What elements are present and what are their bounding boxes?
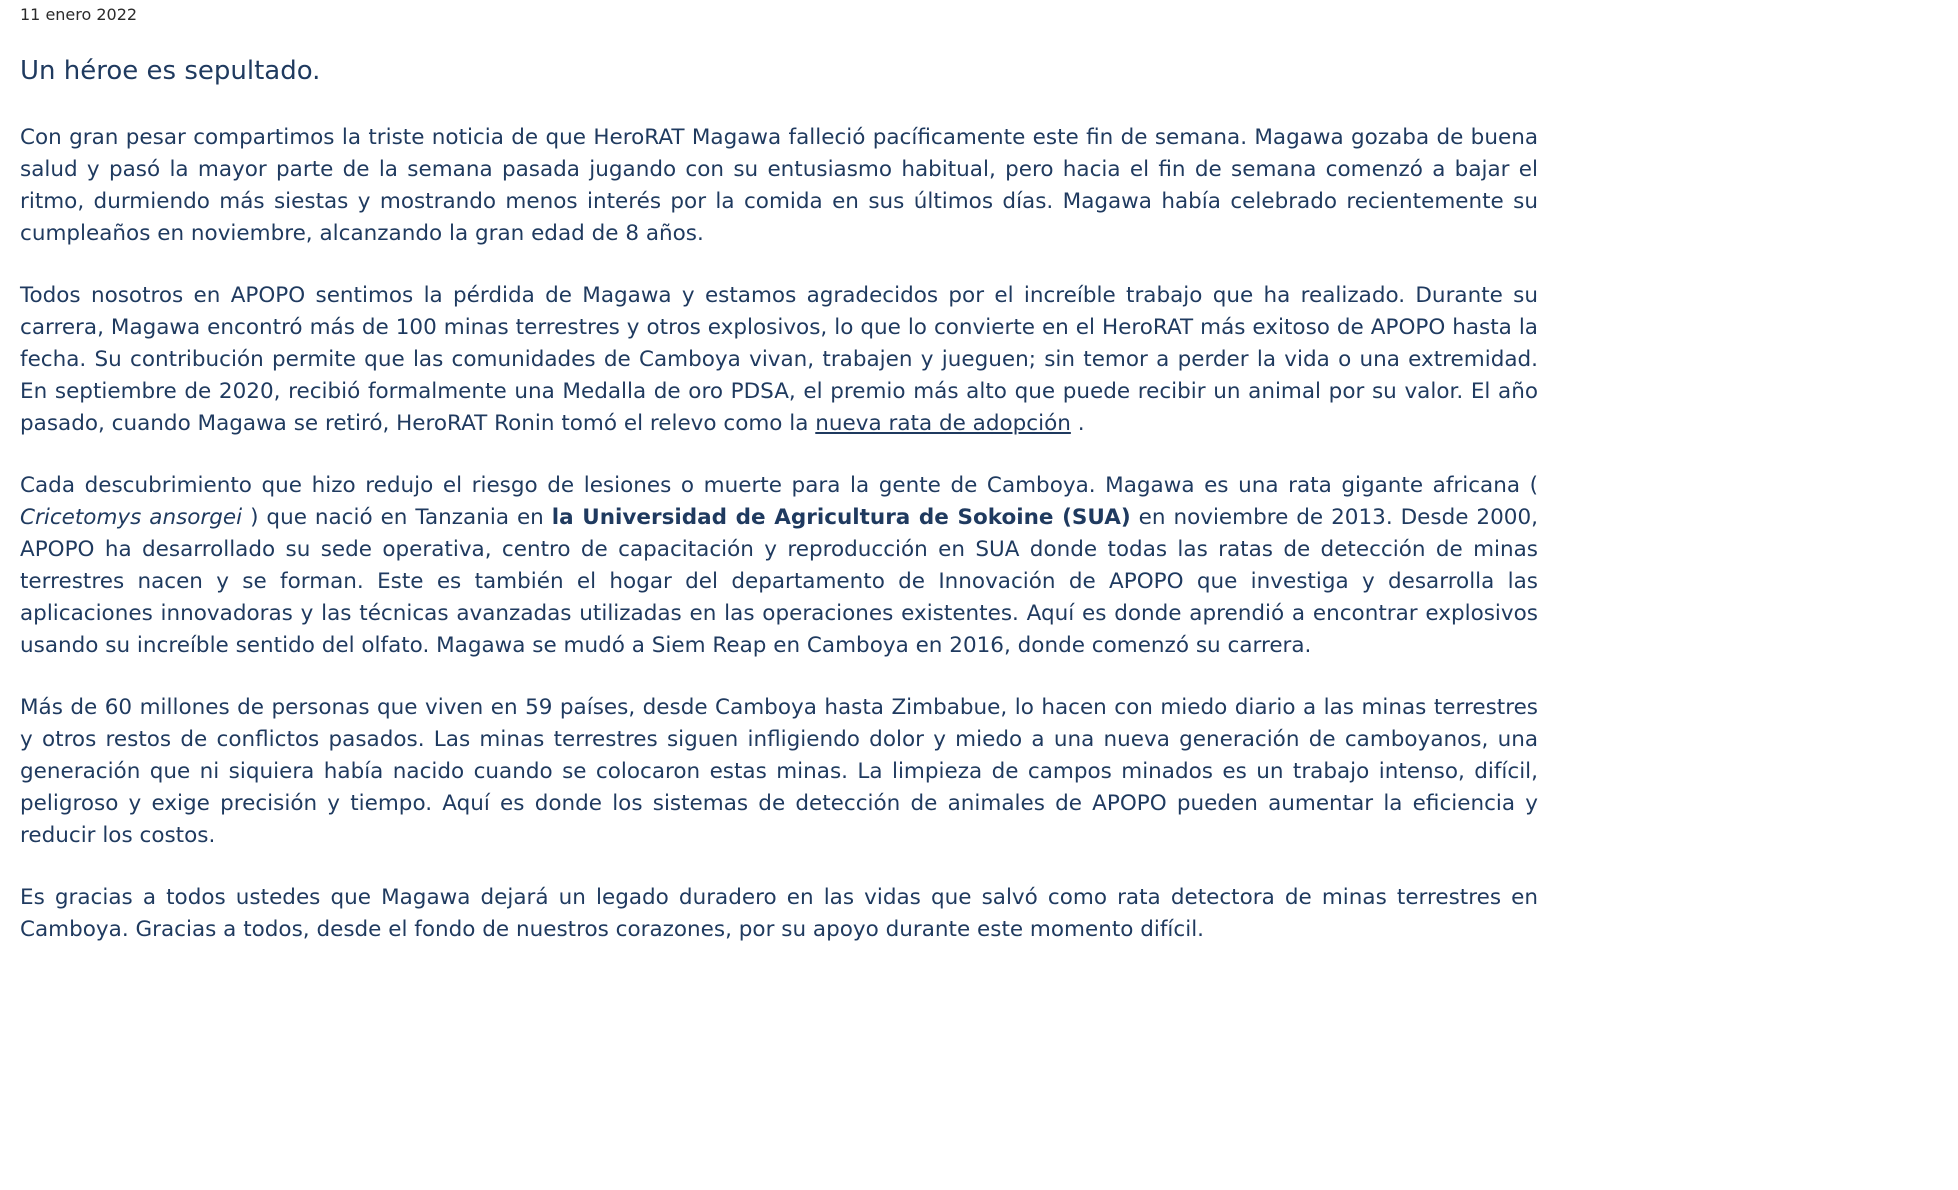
paragraph-2 [20, 280, 1538, 440]
article-date: 11 enero 2022 [20, 5, 138, 24]
paragraph-2-end: . [1070, 411, 1085, 436]
paragraph-3 [20, 470, 1538, 662]
article [20, 0, 1538, 946]
adoption-rat-link[interactable]: nueva rata de adopción [815, 411, 1071, 436]
paragraph-3-text-c: en noviembre de 2013. Desde 2000, APOPO ha desarrollado su sede operativa, centro de capacitación y reproducción en SUA donde todas las ratas de detección de minas terrestres nacen y se forman. Este es también el hogar del departamento de Innovación de APOPO que investiga y desarrolla las aplicaciones innovadoras y las técnicas avanzadas utilizadas en las operaciones existentes. Aquí es donde aprendió a encontrar explosivos usando su increíble sentido del olfato. Magawa se mudó a Siem Reap en Camboya en 2016, donde comenzó su carrera. [20, 505, 1538, 658]
species-name: Cricetomys ansorgei [20, 505, 243, 530]
paragraph-1: Con gran pesar compartimos la triste noticia de que HeroRAT Magawa falleció pacíficamente este fin de semana. Magawa gozaba de buena salud y pasó la mayor parte de la semana pasada jugando con su entusiasmo habitual, pero hacia el fin de semana comenzó a bajar el ritmo, durmiendo más siestas y mostrando menos interés por la comida en sus últimos días. Magawa había celebrado recientemente su cumpleaños en noviembre, alcanzando la gran edad de 8 años. [20, 125, 1538, 246]
paragraph-3-text-b: ) que nació en Tanzania en [242, 505, 552, 530]
article-title: Un héroe es sepultado. [20, 56, 321, 86]
paragraph-3-text-a: Cada descubrimiento que hizo redujo el riesgo de lesiones o muerte para la gente de Camboya. Magawa es una rata gigante africana ( [20, 473, 1538, 498]
paragraph-5: Es gracias a todos ustedes que Magawa dejará un legado duradero en las vidas que salvó como rata detectora de minas terrestres en Camboya. Gracias a todos, desde el fondo de nuestros corazones, por su apoyo durante este momento difícil. [20, 885, 1538, 942]
university-name: la Universidad de Agricultura de Sokoine (SUA) [551, 505, 1131, 530]
paragraph-4: Más de 60 millones de personas que viven en 59 países, desde Camboya hasta Zimbabue, lo hacen con miedo diario a las minas terrestres y otros restos de conflictos pasados. Las minas terrestres siguen infligiendo dolor y miedo a una nueva generación de camboyanos, una generación que ni siquiera había nacido cuando se colocaron estas minas. La limpieza de campos minados es un trabajo intenso, difícil, peligroso y exige precisión y tiempo. Aquí es donde los sistemas de detección de animales de APOPO pueden aumentar la eficiencia y reducir los costos. [20, 695, 1538, 848]
paragraph-2-text: Todos nosotros en APOPO sentimos la pérdida de Magawa y estamos agradecidos por el increíble trabajo que ha realizado. Durante su carrera, Magawa encontró más de 100 minas terrestres y otros explosivos, lo que lo convierte en el HeroRAT más exitoso de APOPO hasta la fecha. Su contribución permite que las comunidades de Camboya vivan, trabajen y jueguen; sin temor a perder la vida o una extremidad. En septiembre de 2020, recibió formalmente una Medalla de oro PDSA, el premio más alto que puede recibir un animal por su valor. El año pasado, cuando Magawa se retiró, HeroRAT Ronin tomó el relevo como la [20, 283, 1538, 436]
